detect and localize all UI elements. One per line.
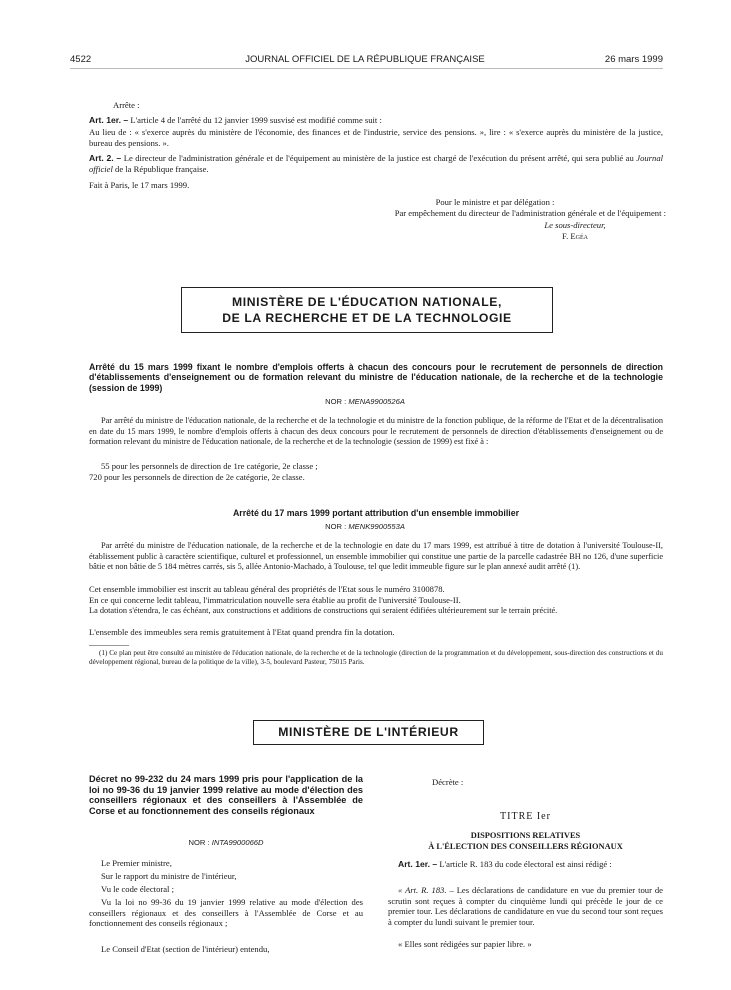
article-text: de la République française. <box>115 163 209 174</box>
decrete-label: Décrète : <box>432 777 464 787</box>
arrete-label: Arrête : <box>113 100 140 110</box>
titre-heading: TITRE Ier <box>500 811 551 822</box>
article-text: Le directeur de l'administration générale et de l'équipement au ministère de la justice est chargé de l'exécution du présent arrêté, qui sera publié au <box>123 153 634 163</box>
article-label: Art. 1er. – <box>89 115 129 125</box>
journal-italic: Journal officiel <box>89 153 663 174</box>
journal-title: JOURNAL OFFICIEL DE LA RÉPUBLIQUE FRANÇAISE <box>245 54 485 65</box>
ministry-interior-title: MINISTÈRE DE L'INTÉRIEUR <box>278 725 459 739</box>
nor-value: MENK9900553A <box>348 522 405 531</box>
arrete-17-title: Arrêté du 17 mars 1999 portant attribution d'un ensemble immobilier <box>232 508 520 518</box>
nor-value: INTA9900066D <box>211 838 264 847</box>
signature-line-3: Le sous-directeur, <box>544 220 606 230</box>
article-label: Art. 2. – <box>89 153 122 163</box>
footnote-rule <box>89 645 129 646</box>
nor-label: NOR : <box>188 838 210 847</box>
article-text: L'article 4 de l'arrêté du 12 janvier 1999 susvisé est modifié comme suit : <box>130 115 382 125</box>
arrete-17-paragraph-3: En ce qui concerne ledit tableau, l'immatriculation nouvelle sera établie au profit de l'université Toulouse-II. <box>89 595 461 605</box>
arrete-15-line-2: 720 pour les personnels de direction de 2e catégorie, 2e classe. <box>89 472 305 482</box>
signature-line-1: Pour le ministre et par délégation : <box>435 197 555 207</box>
arrete-17-paragraph-2: Cet ensemble immobilier est inscrit au tableau général des propriétés de l'Etat sous le numéro 3100878. <box>89 584 445 594</box>
article-text: L'article R. 183 du code électoral est ainsi rédigé : <box>439 859 612 869</box>
dispositions-line-2: À L'ÉLECTION DES CONSEILLERS RÉGIONAUX <box>428 842 623 851</box>
signature-name: F. Egéa <box>562 231 588 241</box>
signature-line-2: Par empêchement du directeur de l'administration générale et de l'équipement : <box>394 208 666 218</box>
header-rule <box>70 68 663 69</box>
article-label: Art. 1er. – <box>398 859 438 869</box>
fait-a-paris: Fait à Paris, le 17 mars 1999. <box>89 180 190 190</box>
ministry-education-line-1: MINISTÈRE DE L'ÉDUCATION NATIONALE, <box>232 295 502 309</box>
nor-label: NOR : <box>325 397 347 406</box>
arrete-15-nor <box>200 397 530 406</box>
decret-line-5: Le Conseil d'Etat (section de l'intérieur) entendu, <box>101 944 270 954</box>
arrete-17-paragraph-1: Par arrêté du ministre de l'éducation nationale, de la recherche et de la technologie en date du 17 mars 1999, est attribué à titre de dotation à l'université Toulouse-II, établissement public à caractère scientifique, culturel et professionnel, un ensemble immobilier qui constitue une partie de la parcelle cadastrée BH no 126, d'une superficie bâtie et non bâtie de 5 184 mètres carrés, sis 5, allée Antonio-Machado, à Toulouse, tel que ledit immeuble figure sur le plan annexé audit arrêté (1). <box>89 541 663 572</box>
ministry-interior-box <box>253 720 484 745</box>
dispositions-line-1: DISPOSITIONS RELATIVES <box>470 831 581 840</box>
page-number: 4522 <box>70 54 92 65</box>
arrete-17-nor <box>200 522 530 531</box>
arrete-17-paragraph-5: L'ensemble des immeubles sera remis gratuitement à l'Etat quand prendra fin la dotation. <box>89 627 395 637</box>
article-r183-last: « Elles sont rédigées sur papier libre. » <box>398 939 532 949</box>
issue-date: 26 mars 1999 <box>604 54 663 65</box>
article-label: « Art. R. 183. – <box>398 885 454 895</box>
replacement-paragraph: Au lieu de : « s'exerce auprès du ministère de l'économie, des finances et de l'industrie, service des pensions. », lire : « s'exerce auprès du ministère de la justice, bureau des pensions. ». <box>89 127 663 148</box>
arrete-15-line-1: 55 pour les personnels de direction de 1re catégorie, 2e classe ; <box>101 461 318 471</box>
arrete-17-paragraph-4: La dotation s'étendra, le cas échéant, aux constructions et additions de constructions qui seraient édifiées ultérieurement sur le terrain précité. <box>89 606 558 615</box>
decret-article-1 <box>388 859 663 870</box>
top-article-2 <box>89 153 663 174</box>
arrete-15-title: Arrêté du 15 mars 1999 fixant le nombre d'emplois offerts à chacun des concours pour le recrutement de personnels de direction d'établissements d'enseignement ou de formation relevant du ministre de l'éducation nationale, de la recherche et de la technologie (session de 1999) <box>89 362 663 393</box>
nor-label: NOR : <box>325 522 347 531</box>
decret-line-2: Sur le rapport du ministre de l'intérieur, <box>101 871 237 881</box>
ministry-education-line-2: DE LA RECHERCHE ET DE LA TECHNOLOGIE <box>222 311 512 325</box>
decret-nor <box>89 838 363 847</box>
article-text: Les déclarations de candidature en vue du premier tour de scrutin sont reçues à compter du cinquième lundi qui précède le jour de ce premier tour. Les déclarations de candidature en vue du second tour sont reçues à compter du lundi suivant le premier tour. <box>388 885 663 927</box>
decret-title: Décret no 99-232 du 24 mars 1999 pris pour l'application de la loi no 99-36 du 19 janvier 1999 relative au mode d'élection des conseillers régionaux et des conseillers à l'Assemblée de Corse et au fonctionnement des conseils régionaux <box>89 774 363 816</box>
top-article-1 <box>89 115 663 126</box>
decret-line-1: Le Premier ministre, <box>101 858 172 868</box>
decret-line-4: Vu la loi no 99-36 du 19 janvier 1999 relative au mode d'élection des conseillers régionaux et des conseillers à l'Assemblée de Corse et au fonctionnement des conseils régionaux ; <box>89 897 363 929</box>
nor-value: MENA9900526A <box>348 397 405 406</box>
arrete-17-footnote: (1) Ce plan peut être consulté au ministère de l'éducation nationale, de la recherche et de la technologie (direction de la programmation et du développement, sous-direction des constructions et du développement régional, bureau de la politique de la ville), 3-5, boulevard Pasteur, 75015 Paris. <box>89 649 663 667</box>
ministry-education-box <box>181 287 553 333</box>
arrete-15-body: Par arrêté du ministre de l'éducation nationale, de la recherche et de la technologie et du ministre de la fonction publique, de la réforme de l'Etat et de la décentralisation en date du 15 mars 1999, le nombre d'emplois offerts à chacun des deux concours pour le recrutement de personnels de direction d'établissements d'enseignement ou de formation relevant du ministre de l'éducation nationale, de la recherche et de la technologie (session de 1999) est fixé à : <box>89 416 663 447</box>
article-r183 <box>388 885 663 927</box>
decret-line-3: Vu le code électoral ; <box>101 884 174 894</box>
